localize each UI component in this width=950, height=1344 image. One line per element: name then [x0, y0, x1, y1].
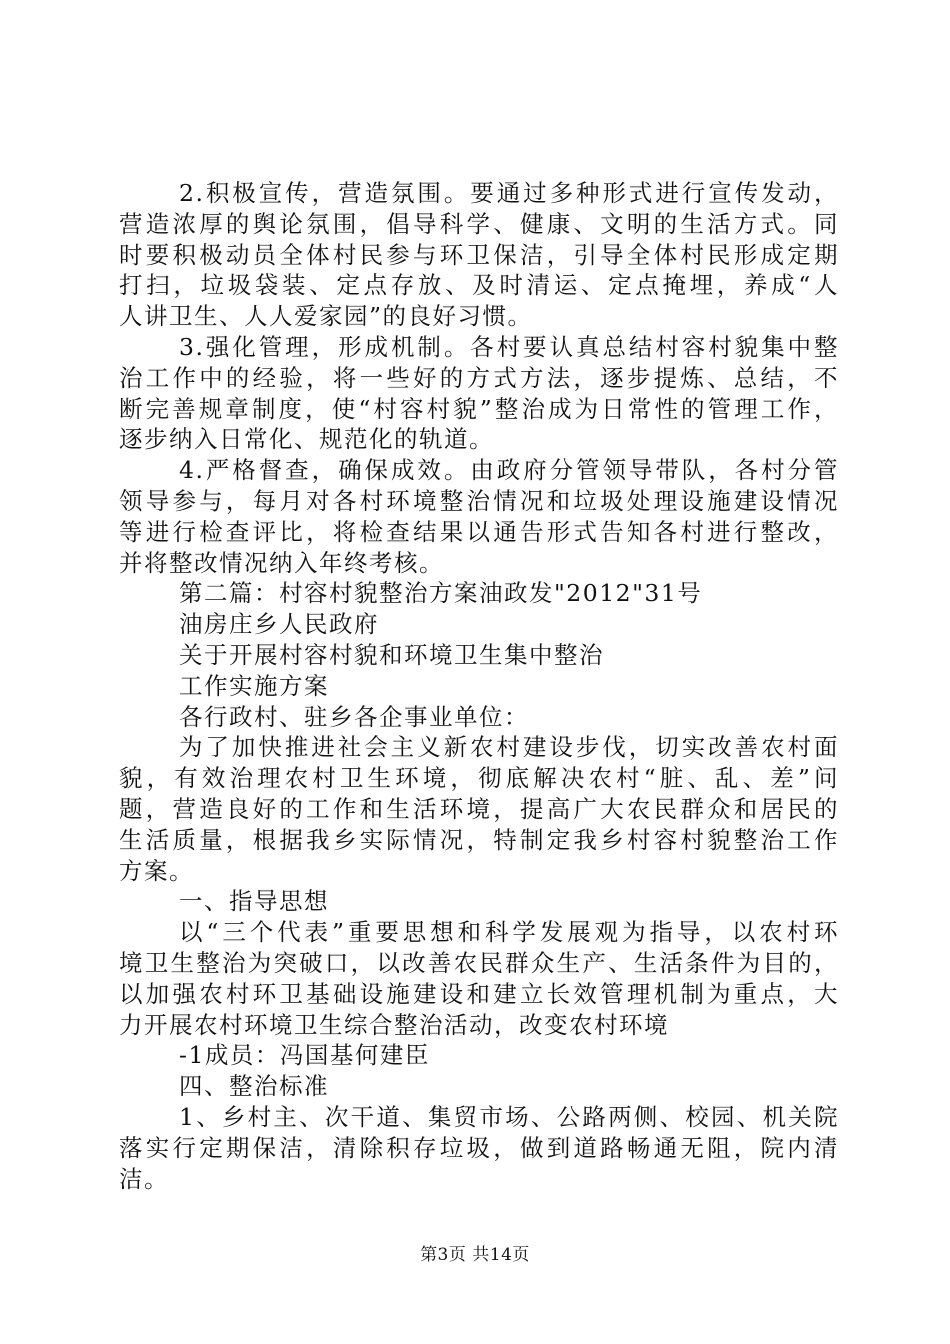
- text-line: 貌，有效治理农村卫生环境，彻底解决农村“脏、乱、差”问: [119, 764, 839, 793]
- text-line: 2.积极宣传，营造氛围。要通过多种形式进行宣传发动，: [179, 179, 839, 207]
- text-line: 人讲卫生、人人爱家园”的良好习惯。: [119, 302, 533, 331]
- text-line: 逐步纳入日常化、规范化的轨道。: [119, 425, 494, 454]
- text-line: 关于开展村容村貌和环境卫生集中整治: [179, 640, 604, 669]
- text-line: 1、乡村主、次干道、集贸市场、公路两侧、校园、机关院: [179, 1102, 839, 1131]
- text-line: 治工作中的经验，将一些好的方式方法，逐步提炼、总结，不: [119, 363, 839, 392]
- text-line: 以“三个代表”重要思想和科学发展观为指导，以农村环: [179, 918, 839, 947]
- text-line: 3.强化管理，形成机制。各村要认真总结村容村貌集中整: [179, 332, 839, 361]
- text-line: 并将整改情况纳入年终考核。: [119, 548, 444, 577]
- text-line: 油房庄乡人民政府: [179, 610, 379, 639]
- text-line: 4.严格督查，确保成效。由政府分管领导带队，各村分管: [179, 456, 839, 485]
- text-line: 断完善规章制度，使“村容村貌”整治成为日常性的管理工作，: [119, 394, 839, 423]
- text-line: 洁。: [119, 1164, 169, 1193]
- text-line: 生活质量，根据我乡实际情况，特制定我乡村容村貌整治工作: [119, 825, 839, 854]
- text-line: 时要积极动员全体村民参与环卫保洁，引导全体村民形成定期: [119, 240, 839, 269]
- text-line: 为了加快推进社会主义新农村建设步伐，切实改善农村面: [179, 733, 839, 762]
- text-line: 方案。: [119, 856, 194, 885]
- text-line: 第二篇：村容村貌整治方案油政发"2012"31号: [179, 579, 703, 608]
- text-line: 等进行检查评比，将检查结果以通告形式告知各村进行整改，: [119, 517, 839, 546]
- text-line: 以加强农村环卫基础设施建设和建立长效管理机制为重点，大: [119, 979, 839, 1008]
- page-footer: 第3页 共14页: [420, 1245, 530, 1265]
- text-line: 力开展农村环境卫生综合整治活动，改变农村环境: [119, 1010, 669, 1039]
- text-line: 落实行定期保洁，清除积存垃圾，做到道路畅通无阻，院内清: [119, 1133, 839, 1162]
- text-line: 题，营造良好的工作和生活环境，提高广大农民群众和居民的: [119, 794, 839, 823]
- text-line: 打扫，垃圾袋装、定点存放、及时清运、定点掩埋，养成“人: [119, 271, 839, 300]
- text-line: 四、整治标准: [179, 1072, 329, 1101]
- text-line: 营造浓厚的舆论氛围，倡导科学、健康、文明的生活方式。同: [119, 209, 839, 238]
- text-line: 工作实施方案: [179, 671, 329, 700]
- text-line: 各行政村、驻乡各企事业单位：: [179, 702, 529, 731]
- text-line: 领导参与，每月对各村环境整治情况和垃圾处理设施建设情况: [119, 486, 839, 515]
- text-line: -1成员：冯国基何建臣: [179, 1041, 430, 1070]
- text-line: 一、指导思想: [179, 887, 329, 916]
- document-body: [119, 178, 839, 1194]
- text-line: 境卫生整治为突破口，以改善农民群众生产、生活条件为目的，: [119, 948, 839, 977]
